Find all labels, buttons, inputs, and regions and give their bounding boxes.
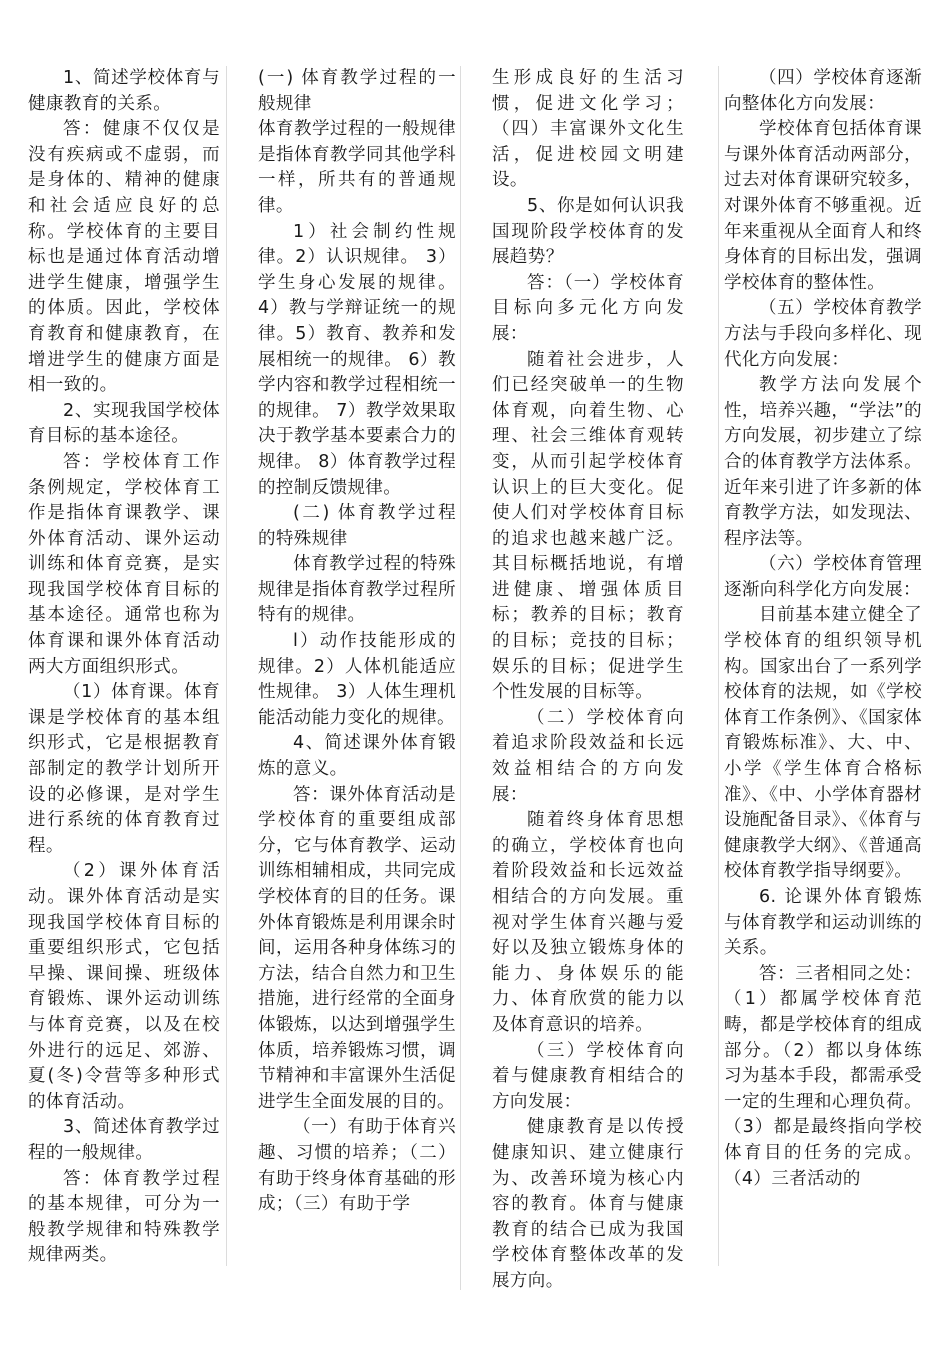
column-divider — [226, 66, 227, 1266]
paragraph: 随着终身体育思想的确立，学校体育也向着阶段效益和长远效益相结合的方向发展。重视对学生体育兴趣与爱好以及独立锻炼身体的能力、身体娱乐的能力、体育欣赏的能力以及体育意识的培养。 — [492, 810, 684, 1035]
text-column-2 — [258, 66, 456, 1218]
question-3: 3、简述体育教学过程的一般规律。 — [28, 1117, 220, 1163]
question-2: 2、实现我国学校体育目标的基本途径。 — [28, 400, 220, 447]
paragraph: 目前基本建立健全了学校体育的组织领导机构。国家出台了一系列学校体育的法规，如《学校体育工作条例》、《国家体育锻炼标准》、大、中、小学《学生体育合格标准》、《中、小学体育器材设施配备目录》、《体育与健康教学大纲》、《普通高校体育教学指导纲要》。 — [724, 605, 922, 882]
text-column-1 — [28, 66, 220, 1269]
column-divider — [718, 66, 719, 1266]
answer-6: 答：三者相同之处：（1）都属学校体育范畴，都是学校体育的组成部分。（2）都以身体练习为基本手段，都需承受一定的生理和心理负荷。（3）都是最终指向学校体育目的任务的完成。（4）三者活动的 — [724, 963, 922, 1189]
question-5: 5、你是如何认识我国现阶段学校体育的发展趋势？ — [492, 195, 684, 268]
text-column-3 — [492, 66, 684, 1295]
text-column-4 — [724, 66, 922, 1192]
answer-5-point-2: （二）学校体育向着追求阶段效益和长远效益相结合的方向发展： — [492, 707, 684, 805]
answer-4-points: （一）有助于体育兴趣、习惯的培养；（二）有助于终身体育基础的形成；（三）有助于学 — [258, 1117, 456, 1215]
paragraph: 健康教育是以传授健康知识、建立健康行为、改善环境为核心内容的教育。体育与健康教育的结合已成为我国学校体育整体改革的发展方向。 — [492, 1117, 684, 1291]
section-heading: (一) 体育教学过程的一般规律 — [258, 68, 456, 114]
answer-5-point-1: 答：（一）学校体育目标向多元化方向发展： — [492, 272, 684, 344]
answer-5-point-6: （六）学校体育管理逐渐向科学化方向发展： — [724, 554, 922, 600]
answer-5-point-3: （三）学校体育向着与健康教育相结合的方向发展： — [492, 1040, 684, 1112]
paragraph: 随着社会进步，人们已经突破单一的生物体育观，向着生物、心理、社会三维体育观转变，从而引起学校体育认识上的巨大变化。促使人们对学校体育目标的追求也越来越广泛。其目标概括地说，有增进健康、增强体质目标；教养的目标；教育的目标；竞技的目标；娱乐的目标；促进学生个性发展的目标等。 — [492, 349, 684, 703]
paragraph: 体育教学过程的特殊规律是指体育教学过程所特有的规律。 — [258, 554, 456, 626]
answer-4-continued: 生形成良好的生活习惯，促进文化学习；（四）丰富课外文化生活，促进校园文明建设。 — [492, 68, 684, 191]
answer-3: 答：体育教学过程的基本规律，可分为一般教学规律和特殊教学规律两类。 — [28, 1168, 220, 1266]
question-1: 1、简述学校体育与健康教育的关系。 — [28, 68, 220, 114]
question-6: 6. 论课外体育锻炼与体育教学和运动训练的关系。 — [724, 887, 922, 959]
answer-1: 答：健康不仅仅是没有疾病或不虚弱，而是身体的、精神的健康和社会适应良好的总称。学校体育的主要目标也是通过体育活动增进学生健康，增强学生的体质。因此，学校体育教育和健康教育，在增进学生的健康方面是相一致的。 — [28, 119, 220, 396]
answer-2-item-2: （2）课外体育活动。课外体育活动是实现我国学校体育目标的重要组织形式，它包括早操、课间操、班级体育锻炼、课外运动训练与体育竞赛，以及在校外进行的远足、郊游、夏(冬)令营等多种形式的体育活动。 — [28, 861, 220, 1112]
question-4: 4、简述课外体育锻炼的意义。 — [258, 733, 456, 780]
answer-4: 答：课外体育活动是学校体育的重要组成部分，它与体育教学、运动训练相辅相成，共同完成学校体育的目的任务。课外体育锻炼是利用课余时间，运用各种身体练习的方法，结合自然力和卫生措施，进行经常的全面身体锻炼，以达到增强学生体质，培养锻炼习惯，调节精神和丰富课外生活促进学生全面发展的目的。 — [258, 784, 456, 1112]
answer-5-point-4: （四）学校体育逐渐向整体化方向发展： — [724, 68, 922, 114]
rule-list: l）动作技能形成的规律。2）人体机能适应性规律。 3）人体生理机能活动能力变化的规律。 — [258, 631, 456, 728]
section-heading: (二) 体育教学过程的特殊规律 — [258, 503, 456, 549]
answer-2-item-1: （1）体育课。体育课是学校体育的基本组织形式，它是根据教育部制定的教学计划所开设的必修课，是对学生进行系统的体育教育过程。 — [28, 682, 220, 856]
column-divider — [460, 66, 461, 1290]
answer-5-point-5: （五）学校体育教学方法与手段向多样化、现代化方向发展： — [724, 298, 922, 370]
paragraph: 教学方法向发展个性，培养兴趣，“学法”的方向发展，初步建立了综合的体育教学方法体系。近年来引进了许多新的体育教学方法，如发现法、程序法等。 — [724, 375, 922, 549]
paragraph: 体育教学过程的一般规律是指体育教学同其他学科一样，所共有的普通规律。 — [258, 119, 456, 216]
paragraph: 学校体育包括体育课与课外体育活动两部分，过去对体育课研究较多，对课外体育不够重视。近年来重视从全面育人和终身体育的目标出发，强调学校体育的整体性。 — [724, 119, 922, 293]
rule-list: 1）社会制约性规律。2）认识规律。 3）学生身心发展的规律。4）教与学辩证统一的规律。5）教育、教养和发展相统一的规律。 6）教学内容和教学过程相统一的规律。 7）教学效果取决于教学基本要素合力的规律。 8）体育教学过程的控制反馈规律。 — [258, 221, 456, 498]
answer-2: 答：学校体育工作条例规定，学校体育工作是指体育课教学、课外体育活动、课外运动训练和体育竞赛，是实现我国学校体育目标的基本途径。通常也称为体育课和课外体育活动两大方面组织形式。 — [28, 451, 220, 677]
